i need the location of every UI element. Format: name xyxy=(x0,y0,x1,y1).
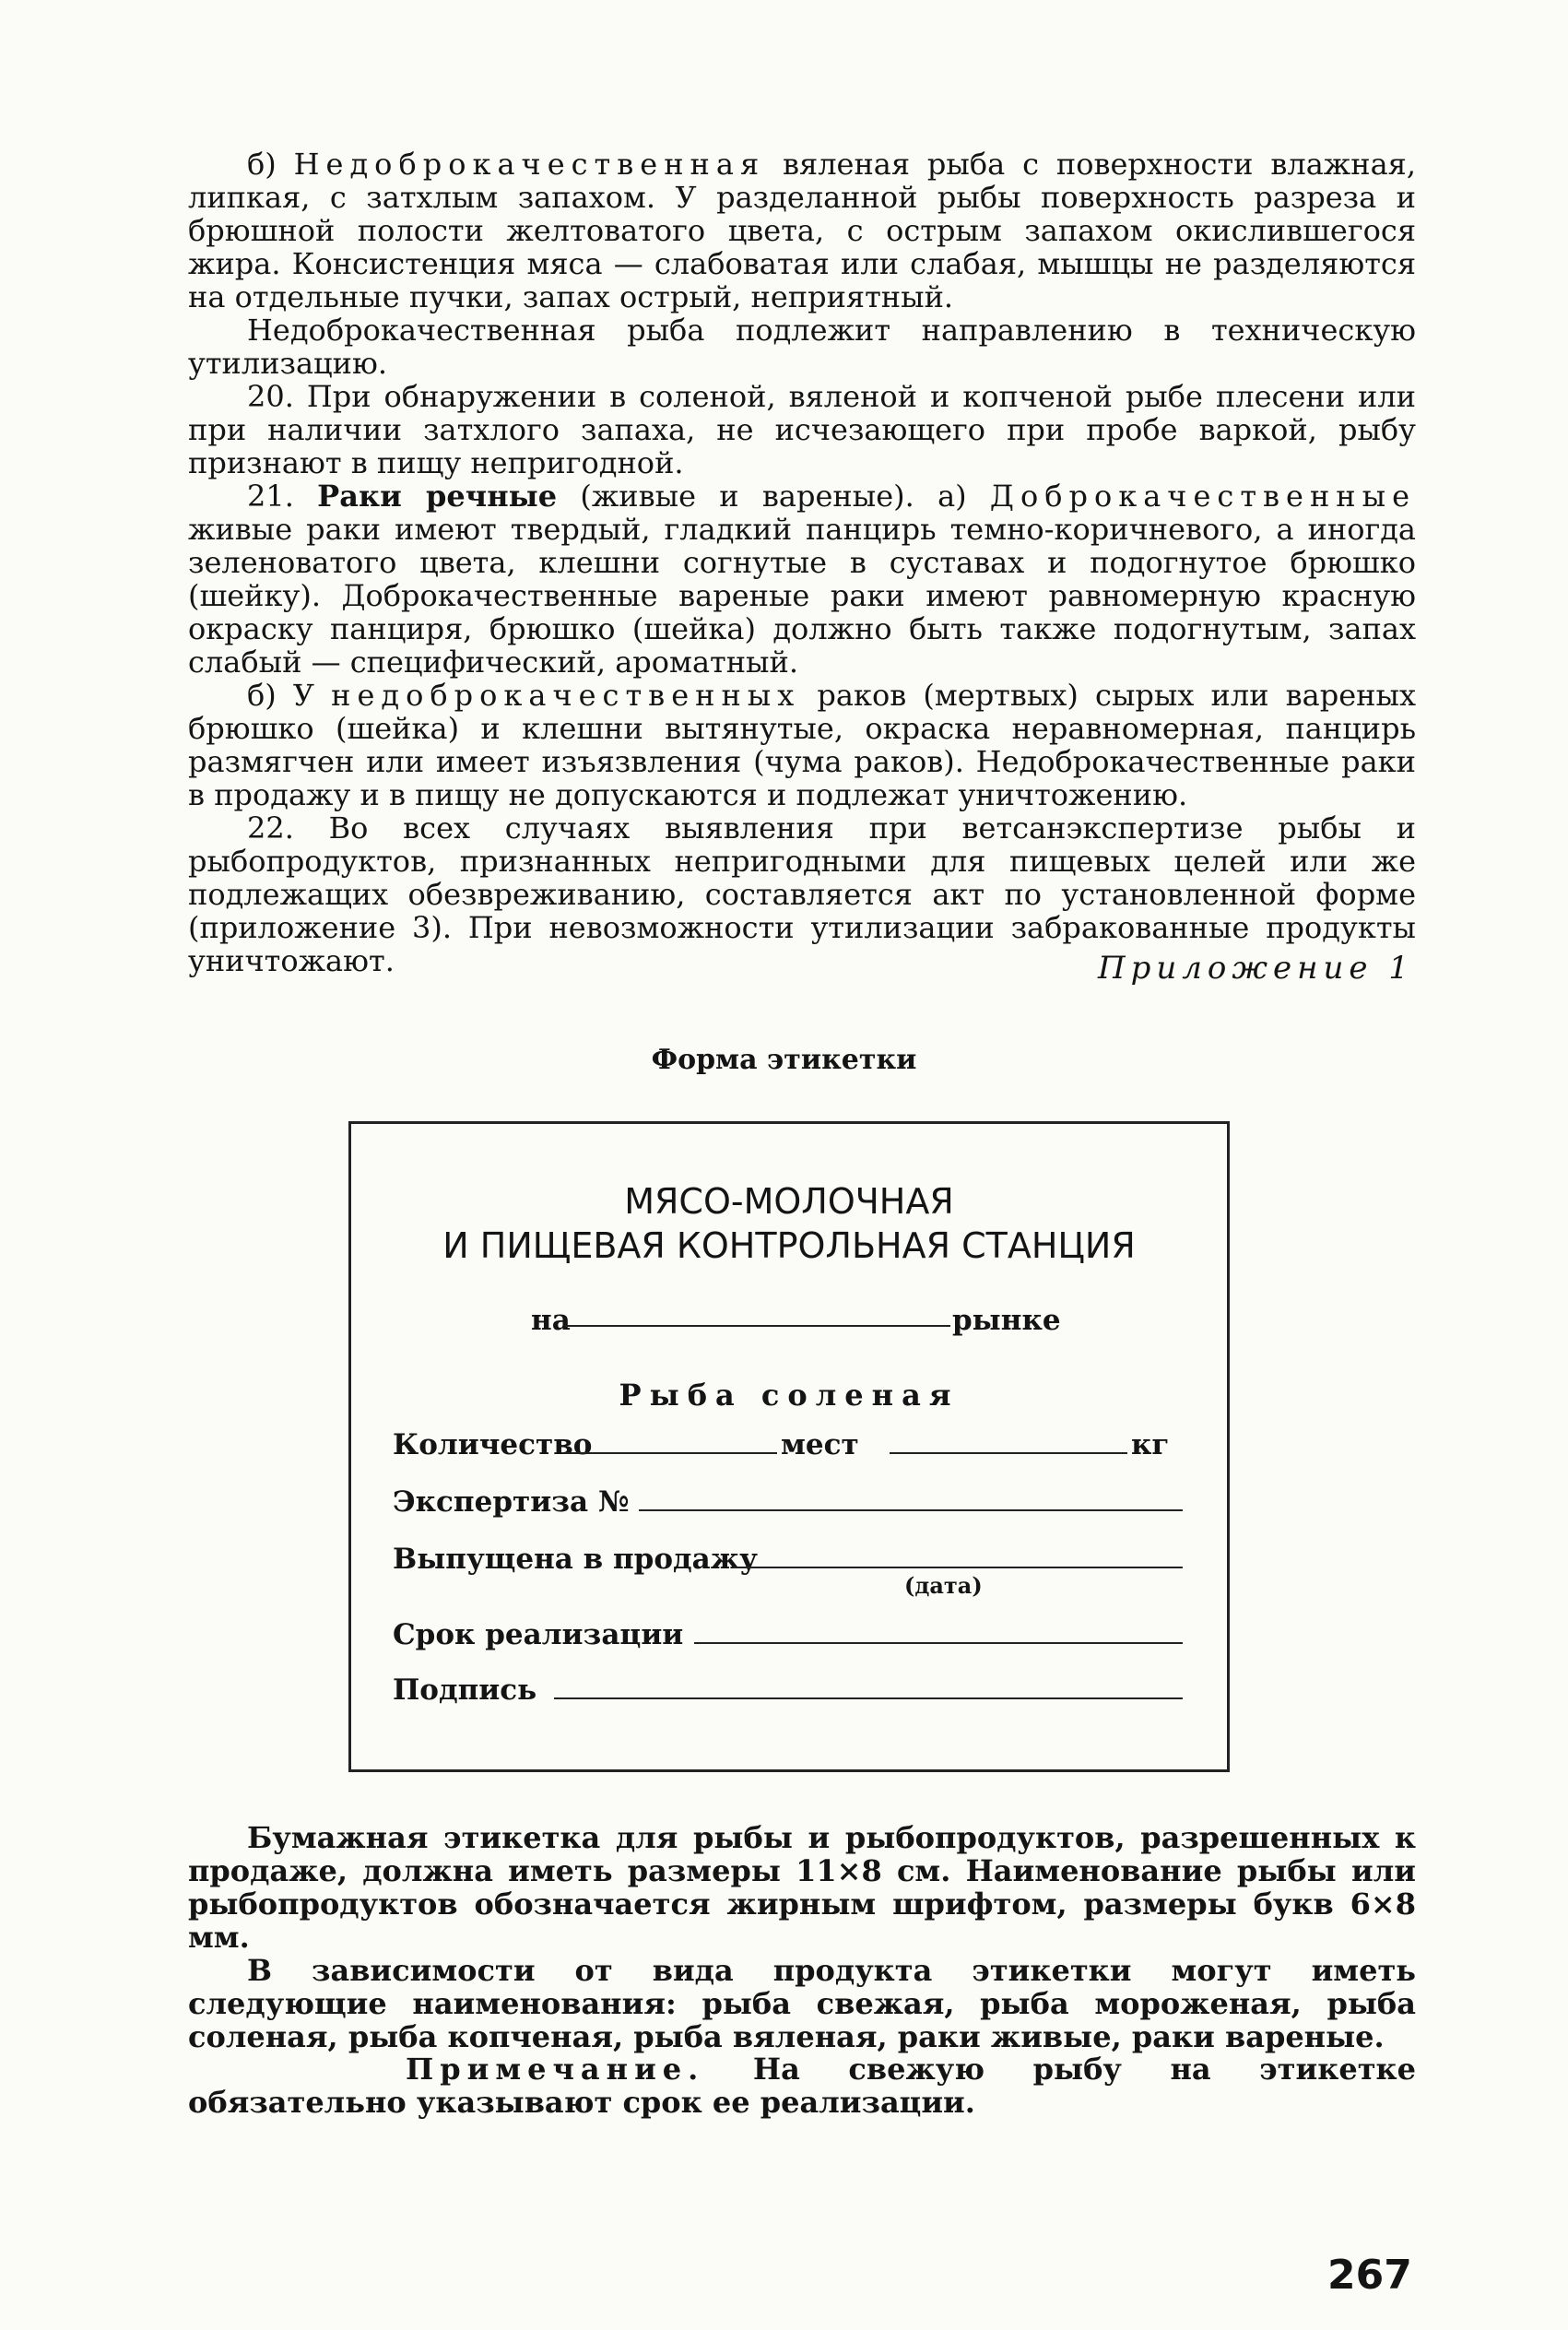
note-text: На свежую рыбу на этикетке обязательно указывают срок ее реализации. xyxy=(188,2052,1416,2120)
paragraph-label-names: В зависимости от вида продукта этикетки могут иметь следующие наименования: рыба свежая, рыба мороженая, рыба соленая, рыба копченая, рыба вяленая, раки живые, раки вареные. xyxy=(188,1953,1416,2054)
product-name: Рыба соленая xyxy=(619,1378,960,1413)
market-underline xyxy=(565,1325,950,1327)
label-heading-1: МЯСО-МОЛОЧНАЯ xyxy=(624,1181,954,1222)
note-paragraph xyxy=(188,2052,1416,2119)
paragraph-label-size: Бумажная этикетка для рыбы и рыбопродуктов, разрешенных к продаже, должна иметь размеры 11×8 см. Наименование рыбы или рыбопродуктов обозначается жирным шрифтом, размеры букв 6×8 мм. xyxy=(188,1820,1416,1955)
form-title: Форма этикетки xyxy=(651,1044,917,1076)
p4-spaced-word: Доброкачественные xyxy=(989,479,1417,514)
page-number: 267 xyxy=(1327,2252,1412,2299)
released-label: Выпущена в продажу xyxy=(393,1543,758,1576)
p4-rest: живые раки имеют твердый, гладкий панцирь темно-коричневого, а иногда зеленоватого цвета, клешни согнутые в суставах и подогнутое брюшко (шейку). Доброкачественные вареные раки имеют равномерную красную окраску панциря, брюшко (шейка) должно быть также подогнутым, запах слабый — специфический, ароматный. xyxy=(188,512,1416,680)
quantity-kg-line xyxy=(890,1452,1127,1454)
paragraph-21 xyxy=(188,479,1416,679)
p5-rest: раков (мертвых) сырых или вареных брюшко (шейка) и клешни вытянутые, окраска неравномерная, панцирь размягчен или имеет изъязвления (чума раков). Недоброкачественные раки в продажу и в пищу не допускаются и подлежат уничтожению. xyxy=(188,678,1417,812)
p4-mid: (живые и вареные). а) xyxy=(557,479,990,514)
signature-label: Подпись xyxy=(393,1674,537,1707)
p4-number: 21. xyxy=(247,479,318,514)
main-text xyxy=(188,148,1416,977)
kg-label: кг xyxy=(1131,1428,1170,1461)
quantity-places-line xyxy=(565,1452,777,1454)
p4-bold-title: Раки речные xyxy=(317,479,558,514)
places-label: мест xyxy=(781,1428,859,1461)
p1-spaced-word: Недоброкачественная xyxy=(293,147,766,182)
note-label: Примечание. xyxy=(406,2052,705,2087)
paragraph-20: 20. При обнаружении в соленой, вяленой и копченой рыбе плесени или при наличии затхлого запаха, не исчезающего при пробе варкой, рыбу признают в пищу непригодной. xyxy=(188,379,1416,480)
note xyxy=(188,2052,1416,2119)
label-heading-2: И ПИЩЕВАЯ КОНТРОЛЬНАЯ СТАНЦИЯ xyxy=(442,1225,1136,1266)
paragraph-b-fish xyxy=(188,148,1416,313)
date-hint: (дата) xyxy=(904,1572,983,1599)
signature-line xyxy=(554,1697,1183,1699)
quantity-label: Количество xyxy=(393,1428,593,1461)
market-prefix: на xyxy=(531,1304,571,1337)
p1-lead: б) xyxy=(247,147,294,182)
p1-rest: вяленая рыба с поверхности влажная, липкая, с затхлым запахом. У разделанной рыбы поверхность разреза и брюшной полости желтоватого цвета, с острым запахом окислившегося жира. Консистенция мяса — слабоватая или слабая, мышцы не разделяются на отдельные пучки, запах острый, неприятный. xyxy=(188,147,1417,314)
market-suffix: рынке xyxy=(952,1304,1061,1337)
bottom-text xyxy=(188,1821,1416,2053)
label-form xyxy=(348,1121,1230,1772)
term-label: Срок реализации xyxy=(393,1618,684,1651)
paragraph-22: 22. Во всех случаях выявления при ветсанэкспертизе рыбы и рыбопродуктов, признанных непригодными для пищевых целей или же подлежащих обезвреживанию, составляется акт по установленной форме (приложение 3). При невозможности утилизации забракованные продукты уничтожают. xyxy=(188,810,1416,978)
expertise-line xyxy=(639,1509,1183,1511)
p5-spaced-word: недоброкачественных xyxy=(331,678,801,713)
p5-lead: б) У xyxy=(247,678,332,713)
expertise-label: Экспертиза № xyxy=(393,1485,630,1519)
paragraph-utilization: Недоброкачественная рыба подлежит направлению в техническую утилизацию. xyxy=(188,313,1416,381)
paragraph-b-crayfish xyxy=(188,679,1416,811)
appendix-label: Приложение 1 xyxy=(1097,950,1414,987)
term-line xyxy=(694,1642,1183,1644)
released-line xyxy=(733,1567,1183,1568)
